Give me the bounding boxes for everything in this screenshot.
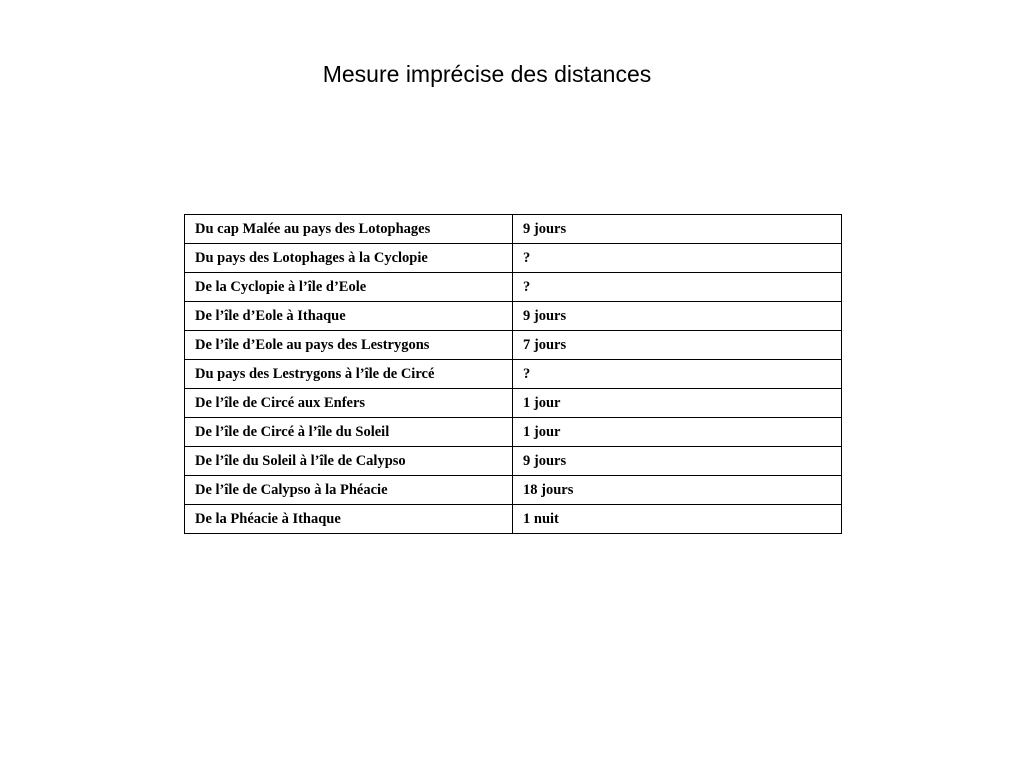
route-cell: De l’île de Circé aux Enfers — [185, 389, 513, 418]
duration-cell: ? — [513, 273, 842, 302]
duration-cell: 9 jours — [513, 302, 842, 331]
duration-cell: ? — [513, 360, 842, 389]
duration-cell: 7 jours — [513, 331, 842, 360]
table-row — [185, 389, 842, 418]
duration-cell: 9 jours — [513, 215, 842, 244]
table-row — [185, 273, 842, 302]
route-cell: Du cap Malée au pays des Lotophages — [185, 215, 513, 244]
distance-table — [184, 214, 842, 534]
route-cell: De l’île de Calypso à la Phéacie — [185, 476, 513, 505]
duration-cell: 1 jour — [513, 418, 842, 447]
route-cell: De l’île de Circé à l’île du Soleil — [185, 418, 513, 447]
table-row — [185, 244, 842, 273]
table-row — [185, 447, 842, 476]
table-row — [185, 418, 842, 447]
table-row — [185, 476, 842, 505]
table-row — [185, 215, 842, 244]
table-row — [185, 360, 842, 389]
table-row — [185, 302, 842, 331]
route-cell: De l’île d’Eole au pays des Lestrygons — [185, 331, 513, 360]
route-cell: De l’île d’Eole à Ithaque — [185, 302, 513, 331]
duration-cell: 9 jours — [513, 447, 842, 476]
table-row — [185, 331, 842, 360]
route-cell: De l’île du Soleil à l’île de Calypso — [185, 447, 513, 476]
duration-cell: 1 nuit — [513, 505, 842, 534]
distance-table-container — [184, 214, 842, 534]
table-row — [185, 505, 842, 534]
route-cell: De la Cyclopie à l’île d’Eole — [185, 273, 513, 302]
route-cell: De la Phéacie à Ithaque — [185, 505, 513, 534]
duration-cell: ? — [513, 244, 842, 273]
route-cell: Du pays des Lestrygons à l’île de Circé — [185, 360, 513, 389]
route-cell: Du pays des Lotophages à la Cyclopie — [185, 244, 513, 273]
duration-cell: 18 jours — [513, 476, 842, 505]
slide-title: Mesure imprécise des distances — [322, 61, 652, 87]
duration-cell: 1 jour — [513, 389, 842, 418]
